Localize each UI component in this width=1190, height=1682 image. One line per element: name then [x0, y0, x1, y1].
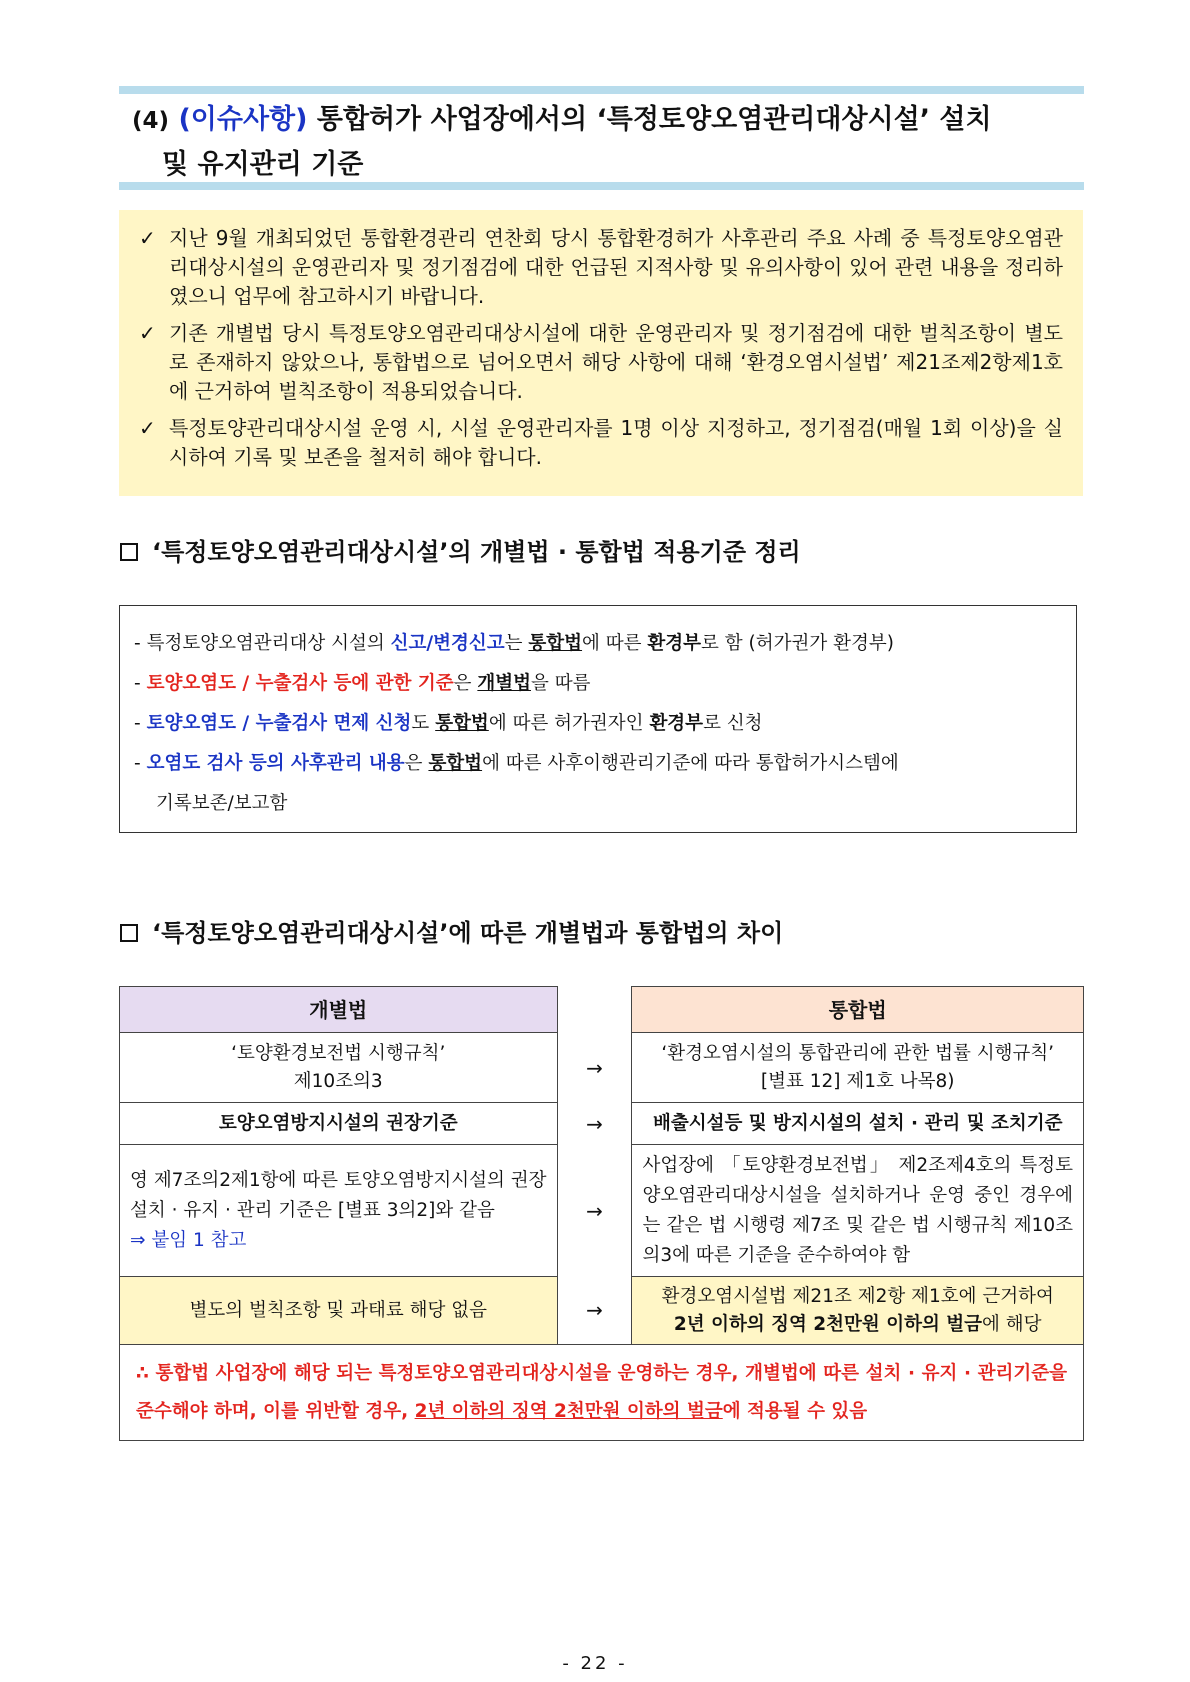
table-cell [632, 1277, 1084, 1345]
criteria-text: 도 [411, 713, 436, 734]
criteria-text: 에 따른 사후이행관리기준에 따라 통합허가시스템에 [482, 753, 899, 774]
penalty-text: 2년 이하의 징역 2천만원 이하의 벌금 [673, 1313, 983, 1335]
section-heading-text: ‘특정토양오염관리대상시설’의 개별법 · 통합법 적용기준 정리 [152, 538, 801, 566]
table-cell [120, 1033, 558, 1103]
arrow-icon: → [557, 1277, 632, 1345]
criteria-text: 을 따름 [531, 673, 591, 694]
dash: - [134, 713, 141, 734]
cell-text: 에 해당 [982, 1313, 1042, 1335]
cell-line [638, 1311, 1077, 1339]
conclusion-row [120, 1345, 1084, 1441]
criteria-text: 은 [404, 753, 429, 774]
notice-text: 지난 9월 개최되었던 통합환경관리 연찬회 당시 통합환경허가 사후관리 주요 사례 중 특정토양오염관리대상시설의 운영관리자 및 정기점검에 대한 언급된 지적사항 및 유의사항이 있어 관련 내용을 정리하였으니 업무에 참고하시기 바랍니다. [169, 226, 1063, 308]
dash: - [134, 753, 141, 774]
notice-item [133, 414, 1063, 472]
table-header-row [120, 987, 1084, 1033]
table-cell [632, 1033, 1084, 1103]
checkbox-square-icon [120, 924, 138, 942]
column-header-individual-law: 개별법 [120, 987, 558, 1033]
criteria-highlight: 토양오염도 / 누출검사 면제 신청 [146, 713, 412, 734]
cell-line: [별표 12] 제1호 나목8) [760, 1070, 955, 1092]
column-header-integrated-law: 통합법 [632, 987, 1084, 1033]
cell-line: ‘토양환경보전법 시행규칙’ [231, 1042, 446, 1064]
table-cell: 배출시설등 및 방지시설의 설치 · 관리 및 조치기준 [632, 1103, 1084, 1145]
notice-text: 특정토양관리대상시설 운영 시, 시설 운영관리자를 1명 이상 지정하고, 정기점검(매월 1회 이상)을 실시하여 기록 및 보존을 철저히 해야 합니다. [169, 416, 1063, 469]
title-bar-bottom [119, 182, 1084, 190]
notice-box [119, 210, 1083, 496]
title-text-line1: 통합허가 사업장에서의 ‘특정토양오염관리대상시설’ 설치 [316, 104, 992, 135]
criteria-text: 에 따른 허가권자인 [488, 713, 650, 734]
title-issue-tag: (이슈사항) [178, 104, 308, 135]
title-bar-top [119, 86, 1084, 94]
criteria-text: 은 [453, 673, 478, 694]
conclusion-text: ∴ 통합법 사업장에 해당 되는 특정토양오염관리대상시설을 운영하는 경우, 개별법에 따른 설치 · 유지 · 관리기준을 준수해야 하며, 이를 위반할 경우, [136, 1362, 1067, 1422]
section-heading-criteria [120, 535, 801, 569]
conclusion-penalty: 2년 이하의 징역 2천만원 이하의 벌금 [414, 1400, 723, 1422]
criteria-box [119, 605, 1077, 833]
arrow-icon: → [557, 1033, 632, 1103]
criteria-highlight: 신고/변경신고 [390, 633, 505, 654]
notice-text: 기존 개별법 당시 특정토양오염관리대상시설에 대한 운영관리자 및 정기점검에 대한 벌칙조항이 별도로 존재하지 않았으나, 통합법으로 넘어오면서 해당 사항에 대해 ‘환경오염시설법’ 제21조제2항제1호에 근거하여 벌칙조항이 적용되었습니다. [169, 321, 1063, 403]
notice-item [133, 319, 1063, 406]
criteria-text: 에 따른 [582, 633, 648, 654]
title-number: (4) [132, 108, 170, 134]
table-row [120, 1277, 1084, 1345]
cell-line: 환경오염시설법 제21조 제2항 제1호에 근거하여 [661, 1285, 1054, 1307]
table-cell: 별도의 벌칙조항 및 과태료 해당 없음 [120, 1277, 558, 1345]
table-row [120, 1145, 1084, 1277]
table-row [120, 1103, 1084, 1145]
conclusion-text: 에 적용될 수 있음 [722, 1400, 868, 1422]
check-icon: ✓ [139, 321, 156, 345]
attachment-reference: ⇒ 붙임 1 참고 [130, 1229, 247, 1251]
table-cell: 사업장에 「토양환경보전법」 제2조제4호의 특정토양오염관리대상시설을 설치하거나 운영 중인 경우에는 같은 법 시행령 제7조 및 같은 법 시행규칙 제10조의3에 따른 기준을 준수하여야 함 [632, 1145, 1084, 1277]
criteria-bold: 환경부 [649, 713, 704, 734]
arrow-spacer [557, 987, 632, 1033]
criteria-text: 로 함 (허가권가 환경부) [701, 633, 894, 654]
criteria-text: 로 신청 [703, 713, 763, 734]
criteria-row [134, 704, 1062, 744]
arrow-icon: → [557, 1145, 632, 1277]
cell-line: 제10조의3 [293, 1070, 383, 1092]
table-cell: 토양오염방지시설의 권장기준 [120, 1103, 558, 1145]
notice-item [133, 224, 1063, 311]
conclusion-cell [120, 1345, 1084, 1441]
cell-text: 영 제7조의2제1항에 따른 토양오염방지시설의 권장 설치 · 유지 · 관리 기준은 [별표 3의2]와 같음 [130, 1169, 547, 1221]
criteria-emphasis: 통합법 [428, 753, 483, 774]
page-title [132, 98, 1077, 187]
arrow-icon: → [557, 1103, 632, 1145]
criteria-row [134, 624, 1062, 664]
criteria-text: 특정토양오염관리대상 시설의 [146, 633, 391, 654]
criteria-emphasis: 통합법 [435, 713, 489, 734]
table-cell [120, 1145, 558, 1277]
criteria-row-continued: 기록보존/보고함 [156, 793, 288, 814]
criteria-emphasis: 통합법 [528, 633, 583, 654]
page-number: - 22 - [562, 1653, 628, 1674]
checkbox-square-icon [120, 543, 138, 561]
criteria-row [134, 664, 1062, 704]
section-heading-difference [120, 916, 783, 950]
section-heading-text: ‘특정토양오염관리대상시설’에 따른 개별법과 통합법의 차이 [152, 919, 784, 947]
check-icon: ✓ [139, 226, 156, 250]
comparison-table [119, 986, 1084, 1441]
dash: - [134, 633, 141, 654]
title-text-line2: 및 유지관리 기준 [162, 149, 364, 180]
criteria-highlight: 토양오염도 / 누출검사 등에 관한 기준 [146, 673, 454, 694]
cell-line: ‘환경오염시설의 통합관리에 관한 법률 시행규칙’ [661, 1042, 1055, 1064]
criteria-highlight: 오염도 검사 등의 사후관리 내용 [146, 753, 405, 774]
criteria-emphasis: 개별법 [477, 673, 531, 694]
criteria-row [134, 744, 1062, 784]
table-row [120, 1033, 1084, 1103]
criteria-bold: 환경부 [647, 633, 702, 654]
dash: - [134, 673, 141, 694]
check-icon: ✓ [139, 416, 156, 440]
criteria-text: 는 [504, 633, 529, 654]
